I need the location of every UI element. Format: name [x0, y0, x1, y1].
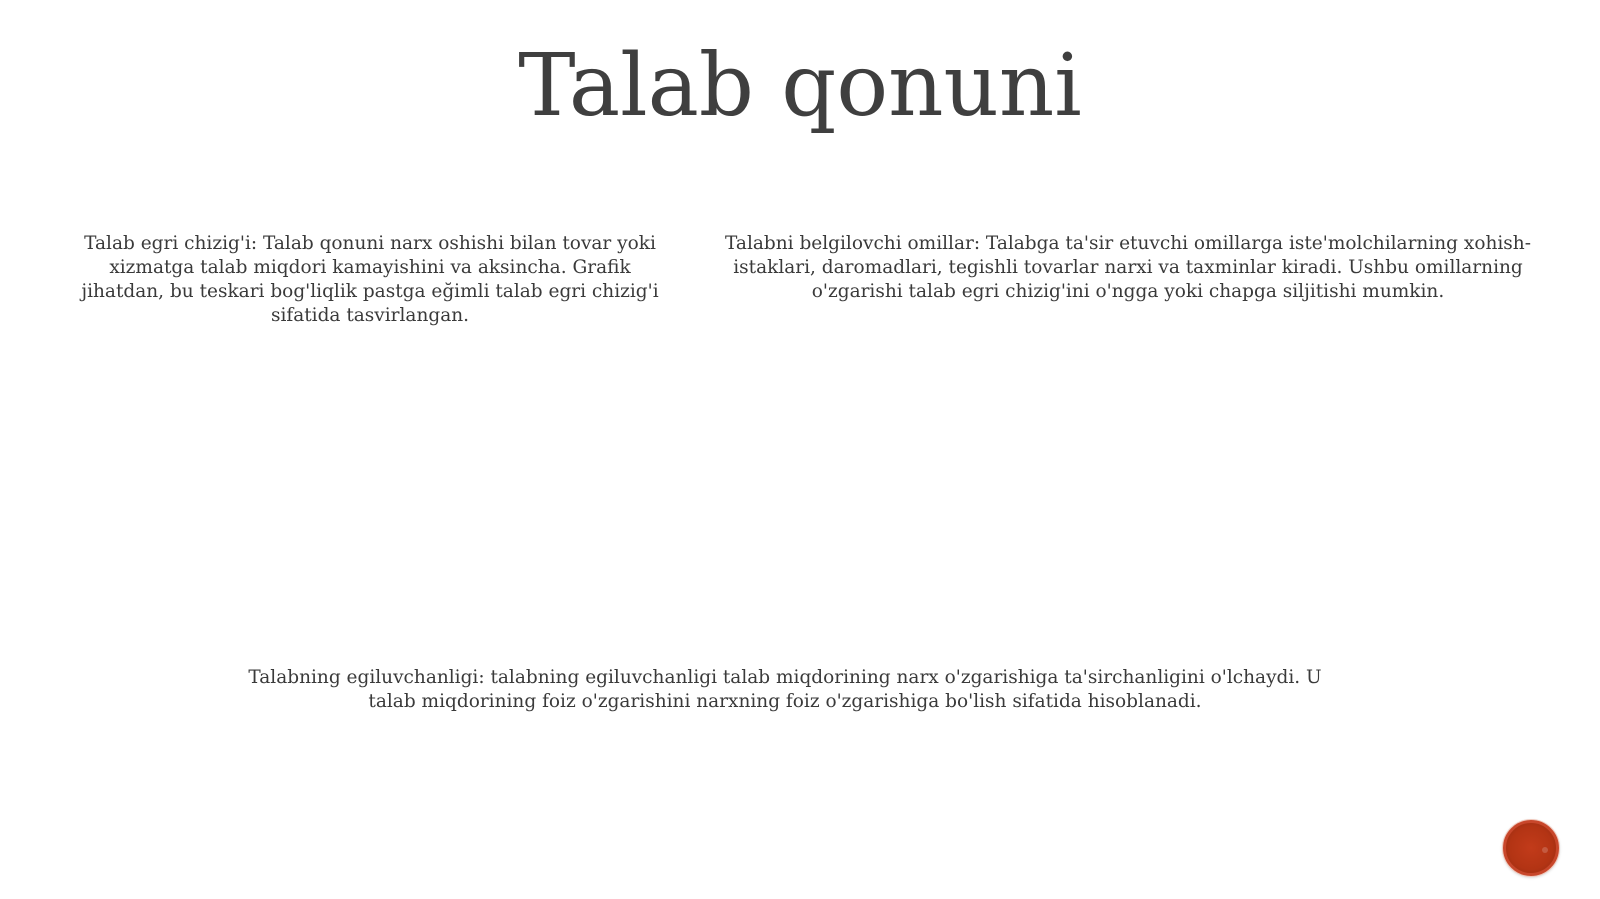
slide-title: Talab qonuni	[518, 36, 1082, 136]
demand-elasticity-text: Talabning egiluvchanligi: talabning egiluvchanligi talab miqdorining narx o'zgarishiga ta'sirchanligini o'lchaydi. U talab miqdorining foiz o'zgarishini narxning foiz o'zgarishiga bo'lish sifatida hisoblanadi.	[248, 667, 1322, 712]
slide-nav-button[interactable]	[1503, 820, 1559, 876]
demand-curve-text: Talab egri chizig'i: Talab qonuni narx oshishi bilan tovar yoki xizmatga talab miqdori kamayishini va aksincha. Grafik jihatdan, bu teskari bog'liqlik pastga eğimli talab egri chizig'i sifatida tasvirlangan.	[81, 233, 659, 326]
circle-nav-icon	[1542, 847, 1548, 853]
demand-determinants-text: Talabni belgilovchi omillar: Talabga ta'sir etuvchi omillarga iste'molchilarning xohish-istaklari, daromadlari, tegishli tovarlar narxi va taxminlar kiradi. Ushbu omillarning o'zgarishi talab egri chizig'ini o'ngga yoki chapga siljitishi mumkin.	[725, 233, 1531, 302]
